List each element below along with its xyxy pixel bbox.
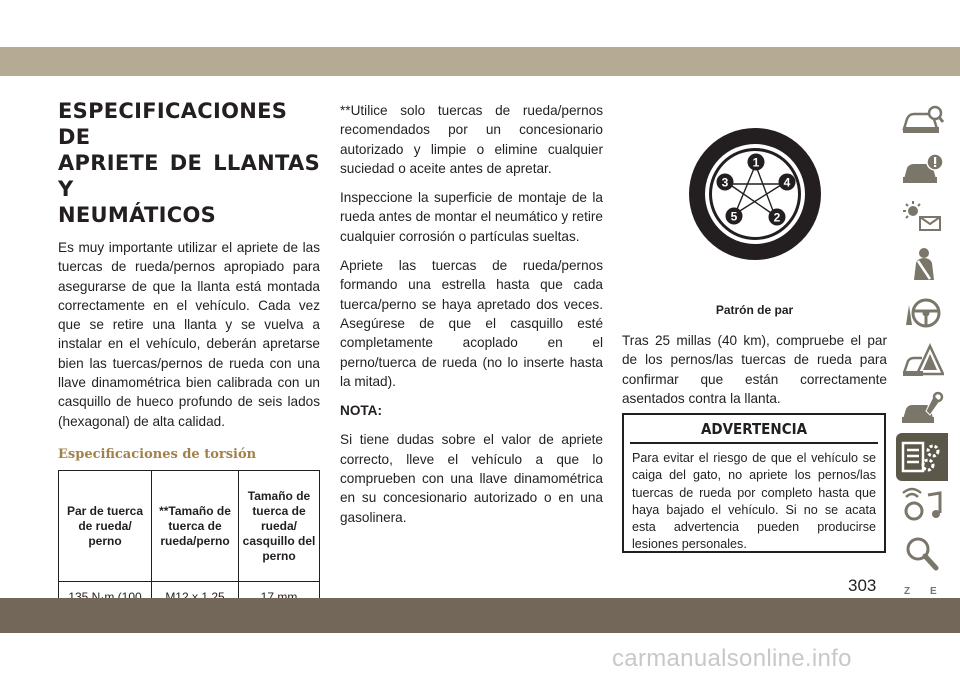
paragraph: Inspeccione la superficie de montaje de la rueda antes de montar el neumático y retire cualquier corrosión o partículas sueltas.: [340, 190, 603, 244]
paragraph: Apriete las tuercas de rueda/pernos formando una estrella hasta que cada tuerca/perno se haya apretado dos veces. Asegúrese de que el casquillo esté completamente acoplado en el perno/tuerca de rueda (no lo inserte hasta la mitad).: [340, 258, 603, 389]
column-middle: [340, 101, 603, 537]
watermark: carmanualsonline.info: [612, 645, 852, 672]
car-warning-icon[interactable]: [896, 145, 948, 193]
note-title: NOTA:: [340, 403, 383, 419]
page-number: 303: [848, 576, 877, 595]
nut-5: [726, 208, 743, 225]
warning-title: ADVERTENCIA: [630, 415, 878, 444]
table-header-row: [59, 471, 320, 582]
bottom-band: [0, 598, 960, 633]
svg-text:E: E: [930, 586, 937, 597]
torque-pattern-figure: [622, 118, 887, 328]
svg-text:4: 4: [783, 175, 791, 190]
nut-4: [779, 174, 796, 191]
nut-1: [748, 154, 765, 171]
safety-person-icon[interactable]: [896, 241, 948, 289]
multimedia-icon[interactable]: [896, 481, 948, 529]
note-text: Si tiene dudas sobre el valor de apriete correcto, lleve el vehículo a que lo comprueben con una llave dinamométrica en su concesionario autorizado o en una gasolinera.: [340, 432, 603, 525]
svg-text:2: 2: [773, 210, 781, 225]
search-icon[interactable]: [896, 529, 948, 577]
table-header: **Tamaño de tuerca de rueda/perno: [152, 471, 239, 582]
paragraph: **Utilice solo tuercas de rueda/pernos recomendados por un concesionario autorizado y limpie o elimine cualquier suciedad o aceite antes de apretar.: [340, 103, 603, 176]
intro-paragraph: Es muy importante utilizar el apriete de las tuercas de rueda/pernos apropiado para asegurarse de que la llanta está montada correctamente en el vehículo. Cada vez que se retire una llanta y se vuelva a instalar en el vehículo, deberán apretarse bien las tuercas/pernos de rueda con una llave dinamométrica bien calibrada con un casquillo de hueco profundo de seis lados (hexagonal) de alta calidad.: [58, 240, 320, 429]
figure-caption: Patrón de par: [715, 303, 794, 317]
nut-2: [769, 209, 786, 226]
wheel-diagram: [622, 118, 887, 303]
top-band: [0, 47, 960, 76]
car-info-icon[interactable]: [896, 97, 948, 145]
specifications-icon[interactable]: [896, 433, 948, 481]
nut-3: [717, 174, 734, 191]
chapter-tabs: [896, 97, 948, 625]
svg-text:3: 3: [721, 175, 729, 190]
table-header: Par de tuerca de rueda/ perno: [59, 471, 152, 582]
warning-text: Para evitar el riesgo de que el vehículo se caiga del gato, no apriete los pernos/las tuercas de rueda por completo hasta que haya bajado el vehículo. Si no se acata esta advertencia pueden producirse lesiones personales.: [632, 451, 876, 552]
column-left: [58, 98, 320, 626]
warning-box: [622, 413, 886, 553]
torque-heading: Especificaciones de torsión: [58, 446, 257, 462]
car-service-icon[interactable]: [896, 385, 948, 433]
emergency-triangle-icon[interactable]: [896, 337, 948, 385]
svg-text:5: 5: [730, 209, 738, 224]
section-title: ESPECIFICACIONES DE APRIETE DE LLANTAS Y NEUMÁTICOS: [58, 99, 320, 227]
svg-text:1: 1: [752, 155, 760, 170]
table-header: Tamaño de tuerca de rueda/ casquillo del perno: [239, 471, 320, 582]
paragraph: Tras 25 millas (40 km), compruebe el par de los pernos/las tuercas de rueda para confirmar que están correctamente asentados contra la llanta.: [622, 333, 887, 406]
steering-wheel-icon[interactable]: [896, 289, 948, 337]
dashboard-lights-icon[interactable]: [896, 193, 948, 241]
svg-text:Z: Z: [904, 586, 911, 597]
